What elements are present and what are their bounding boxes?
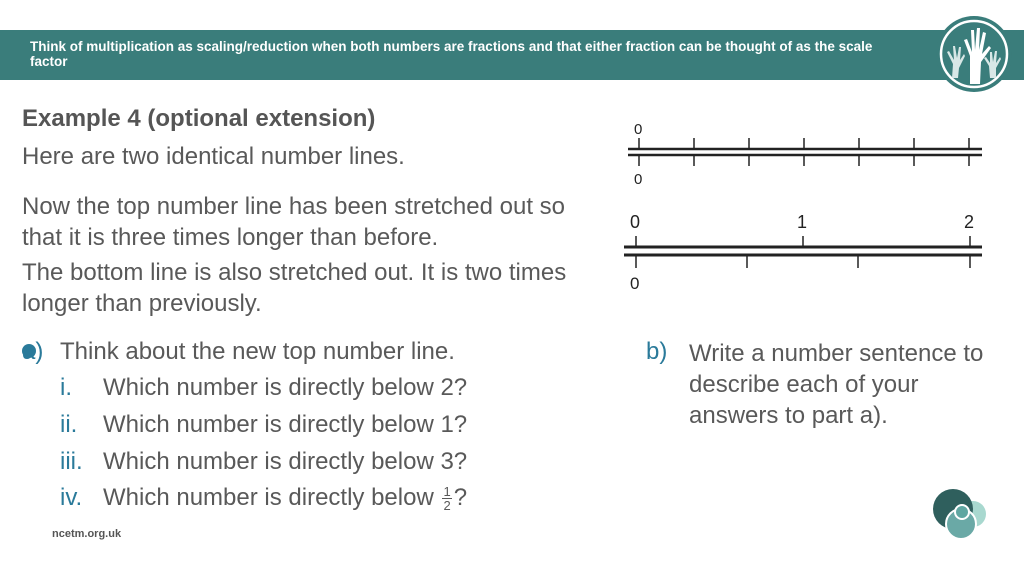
one-half-fraction [442,485,451,512]
line2-label-0: 0 [630,212,641,232]
number-lines-diagram [620,115,990,300]
line2-label-1: 1 [797,212,808,232]
question-i-text: Which number is directly below 2? [103,374,468,401]
stretch-bottom-paragraph: The bottom line is also stretched out. It is two times longer than previously. [22,259,567,317]
fraction-denominator: 2 [443,498,451,514]
part-a-text: Think about the new top number line. [60,338,455,365]
question-ii-marker: ii. [60,411,78,438]
question-iii-text: Which number is directly below 3? [103,448,468,475]
line1-bottom-zero-label: 0 [634,171,643,188]
part-a-marker: a) [22,338,44,365]
part-b-marker: b) [646,338,668,365]
line2-label-2: 2 [964,212,975,232]
question-iv-marker: iv. [60,484,83,511]
line1-top-ticks [639,138,969,149]
line1-top-zero-label: 0 [634,121,643,138]
hands-logo-icon [934,14,1014,94]
header-banner [0,30,1024,80]
line2-top-ticks [636,236,970,247]
part-b-text: Write a number sentence to describe each of your answers to part a). [689,340,984,429]
question-iv-text: Which number is directly below [103,484,441,511]
line2-bottom-ticks [636,255,970,268]
question-i-marker: i. [60,374,72,401]
stretch-top-paragraph: Now the top number line has been stretched out so that it is three times longer than before. [22,193,565,251]
example-title: Example 4 (optional extension) [22,105,376,132]
intro-paragraph: Here are two identical number lines. [22,143,405,170]
overlapping-circles-icon [925,486,995,546]
question-iv-content [103,484,467,512]
line1-bottom-ticks [639,155,969,166]
question-ii-text: Which number is directly below 1? [103,411,468,438]
header-text: Think of multiplication as scaling/reduction when both numbers are fractions and that either fraction can be thought of as the scale factor [30,39,873,69]
question-iii-marker: iii. [60,448,83,475]
question-iv-suffix: ? [453,484,468,511]
line2-bottom-zero-label: 0 [630,274,640,293]
fraction-numerator: 1 [443,484,451,500]
footer-site: ncetm.org.uk [52,528,122,540]
